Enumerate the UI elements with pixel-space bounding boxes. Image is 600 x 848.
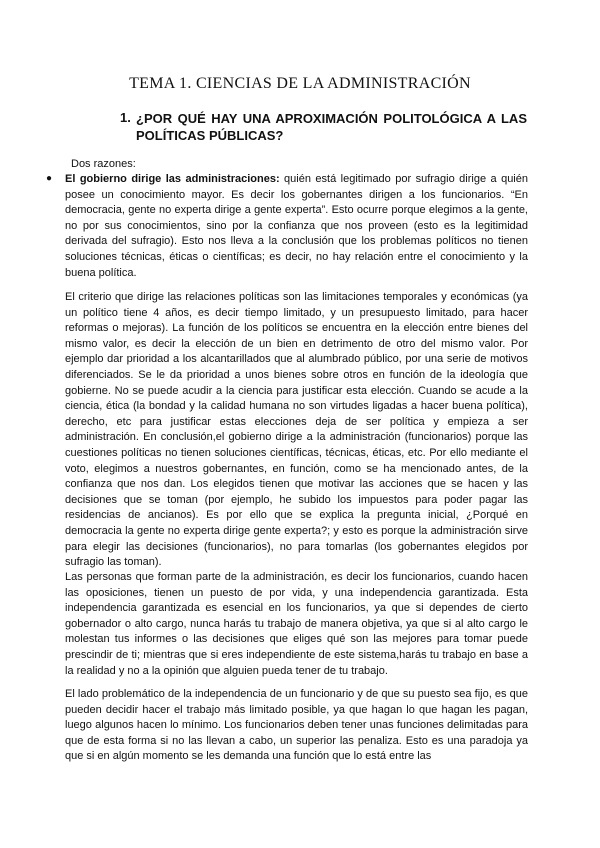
intro-text: Dos razones: [71, 158, 136, 170]
page-title: TEMA 1. CIENCIAS DE LA ADMINISTRACIÓN [129, 75, 471, 92]
question-heading: ¿POR QUÉ HAY UNA APROXIMACIÓN POLITOLÓGICA A LAS POLÍTICAS PÚBLICAS? [136, 111, 527, 143]
paragraph: El lado problemático de la independencia de un funcionario y de que su puesto sea fijo, es que pueden decidir hacer el trabajo más limitado posible, ya que hagan lo que hagan les pagan, luego algunos hacen lo mínimo. Los funcionarios deben tener unas funciones delimitadas para que de esta forma si no las llevan a cabo, un superior las penaliza. Esto es una paradoja ya que si en algún momento se les demanda una función que lo está entre las [65, 688, 528, 763]
bullet-icon: ● [46, 173, 53, 184]
bullet-paragraph [65, 172, 528, 281]
bullet-body: quién está legitimado por sufragio dirige a quién posee un conocimiento mayor. Es decir los gobernantes dirigen a los funcionarios. “En democracia, gente no experta dirige a gente experta”. Esto ocurre porque elegimos a la gente, no por sus conocimientos, sino por la confianza que nos proveen (esto es la legitimidad derivada del sufragio). Esto nos lleva a la conclusión que los problemas políticos no tienen soluciones técnicas, éticas o científicas; es decir, no hay relación entre el conocimiento y la buena política. [65, 173, 528, 279]
bullet-lead: El gobierno dirige las administraciones: [65, 173, 280, 185]
paragraph: El criterio que dirige las relaciones políticas son las limitaciones temporales y económicas (ya un político tiene 4 años, es decir tiempo limitado, y un presupuesto limitado, para hacer reformas o mejoras). La función de los políticos se encuentra en la elección entre bienes del mismo valor, es decir la elección de un bien en detrimento de otro del mismo valor. Por ejemplo dar prioridad a los alcantarillados que al alumbrado público, por una serie de motivos diferenciados. Se le da prioridad a unos bienes sobre otros en función de la ideología que gobierne. No se puede acudir a la ciencia para justificar esta elección. Cuando se acude a la ciencia, ética (la bondad y la calidad humana no son virtudes ligadas a hacer buena política), derecho, etc para justificar estas elecciones deja de ser política y empieza a ser administración. En conclusión,el gobierno dirige a la administración (funcionarios) porque las cuestiones políticas no tienen soluciones científicas, técnicas, éticas, etc. Por ello mediante el voto, elegimos a nuestros gobernantes, en función, como se ha mencionado antes, de la confianza que nos dan. Los elegidos tienen que motivar las acciones que se hacen y las decisiones que se toman (por ejemplo, he subido los impuestos para poder pagar las residencias de ancianos). Es por ello que se explica la pregunta inicial, ¿Porqué en democracia la gente no experta dirige gente experta?; y esto es porque la administración sirve para elegir las decisiones (funcionarios), no para tomarlas (los gobernantes elegidos por sufragio las toman). [65, 291, 528, 569]
question-number: 1. [120, 110, 131, 125]
paragraph: Las personas que forman parte de la administración, es decir los funcionarios, cuando hacen las oposiciones, tienen un puesto de por vida, y una independencia garantizada. Esta independencia garantizada es esencial en los funcionarios, ya que si dependes de cierto gobernador o alto cargo, nunca harás tu trabajo de manera objetiva, ya que si al alto cargo le molestan tus informes o las decisiones que eliges qué son las mejores para tomar puede prescindir de ti; mientras que si eres independiente de este sistema,harás tu trabajo en base a la realidad y no a la opinión que alguien pueda tener de tu trabajo. [65, 571, 528, 677]
